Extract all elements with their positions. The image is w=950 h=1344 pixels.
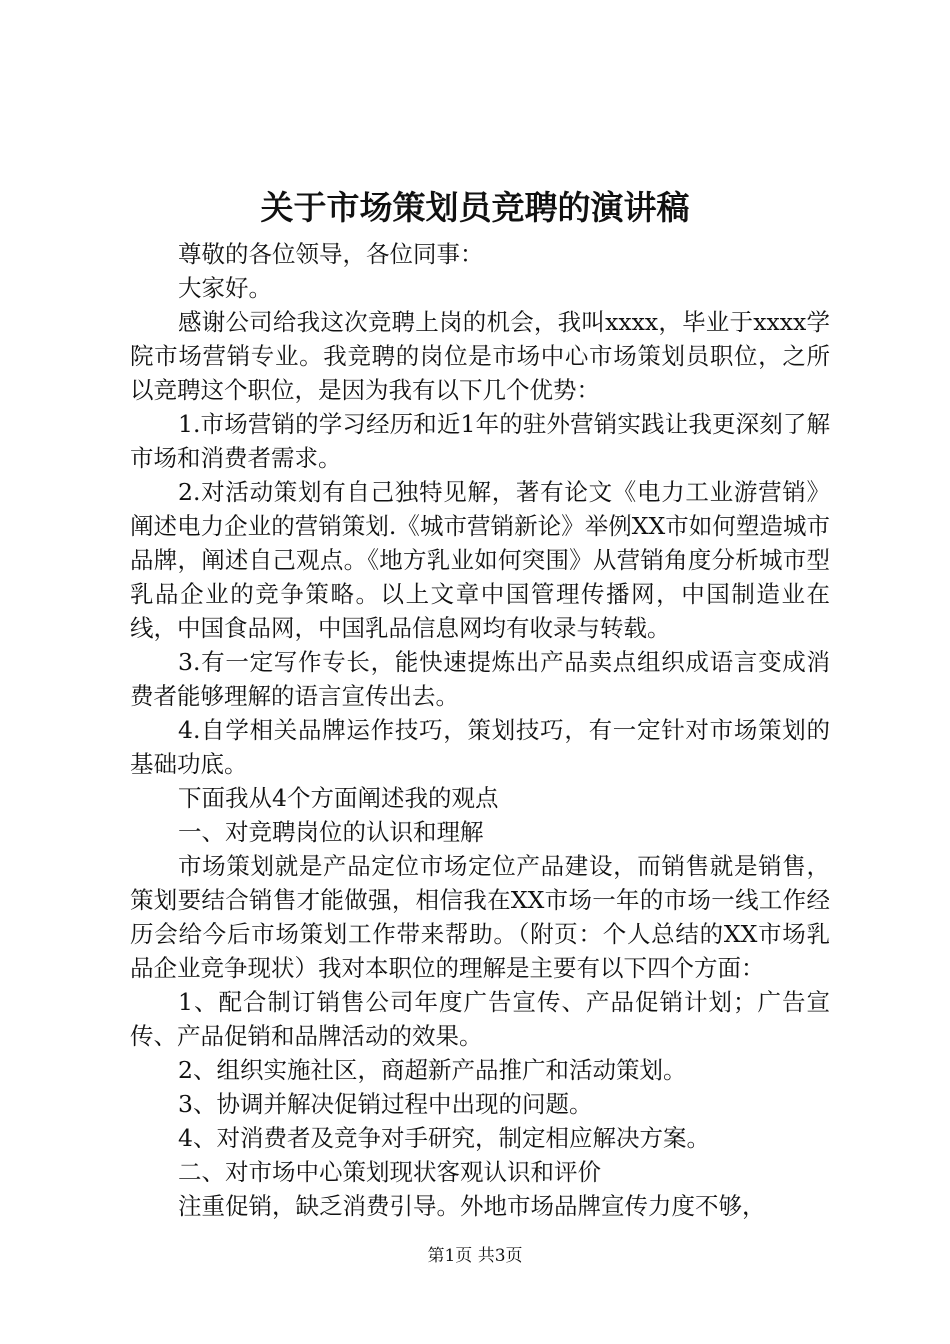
- list-item-3: 3、协调并解决促销过程中出现的问题。: [178, 1090, 593, 1118]
- document-title: 关于市场策划员竞聘的演讲稿: [260, 188, 690, 227]
- document-body: [130, 237, 830, 1223]
- paragraph-advantage-3: 3.有一定写作专长，能快速提炼出产品卖点组织成语言变成消费者能够理解的语言宣传出去。: [130, 648, 830, 710]
- page-footer: 第1页 共3页: [427, 1246, 523, 1266]
- list-item-1: 1、配合制订销售公司年度广告宣传、产品促销计划；广告宣传、产品促销和品牌活动的效果。: [130, 988, 830, 1050]
- paragraph-section-2-body: 注重促销，缺乏消费引导。外地市场品牌宣传力度不够，: [178, 1192, 766, 1220]
- paragraph-advantage-4: 4.自学相关品牌运作技巧，策划技巧，有一定针对市场策划的基础功底。: [130, 716, 830, 778]
- paragraph-introduction: 感谢公司给我这次竞聘上岗的机会，我叫xxxx，毕业于xxxx学院市场营销专业。我竞聘的岗位是市场中心市场策划员职位，之所以竞聘这个职位，是因为我有以下几个优势：: [130, 308, 830, 404]
- paragraph-transition: 下面我从4个方面阐述我的观点: [178, 784, 499, 812]
- section-heading-1: 一、对竞聘岗位的认识和理解: [178, 818, 484, 846]
- paragraph-salutation: 尊敬的各位领导，各位同事：: [178, 240, 484, 268]
- paragraph-advantage-1: 1.市场营销的学习经历和近1年的驻外营销实践让我更深刻了解市场和消费者需求。: [130, 410, 830, 472]
- list-item-2: 2、组织实施社区，商超新产品推广和活动策划。: [178, 1056, 687, 1084]
- paragraph-advantage-2: 2.对活动策划有自己独特见解，著有论文《电力工业游营销》阐述电力企业的营销策划.《城市营销新论》举例XX市如何塑造城市品牌，阐述自己观点。《地方乳业如何突围》从营销角度分析城市型乳品企业的竞争策略。以上文章中国管理传播网，中国制造业在线，中国食品网，中国乳品信息网均有收录与转载。: [130, 478, 830, 642]
- paragraph-section-1-body: 市场策划就是产品定位市场定位产品建设，而销售就是销售，策划要结合销售才能做强，相信我在XX市场一年的市场一线工作经历会给今后市场策划工作带来帮助。（附页：个人总结的XX市场乳品企业竞争现状）我对本职位的理解是主要有以下四个方面：: [130, 852, 830, 982]
- list-item-4: 4、对消费者及竞争对手研究，制定相应解决方案。: [178, 1124, 710, 1152]
- section-heading-2: 二、对市场中心策划现状客观认识和评价: [178, 1158, 601, 1186]
- paragraph-greeting: 大家好。: [178, 274, 272, 302]
